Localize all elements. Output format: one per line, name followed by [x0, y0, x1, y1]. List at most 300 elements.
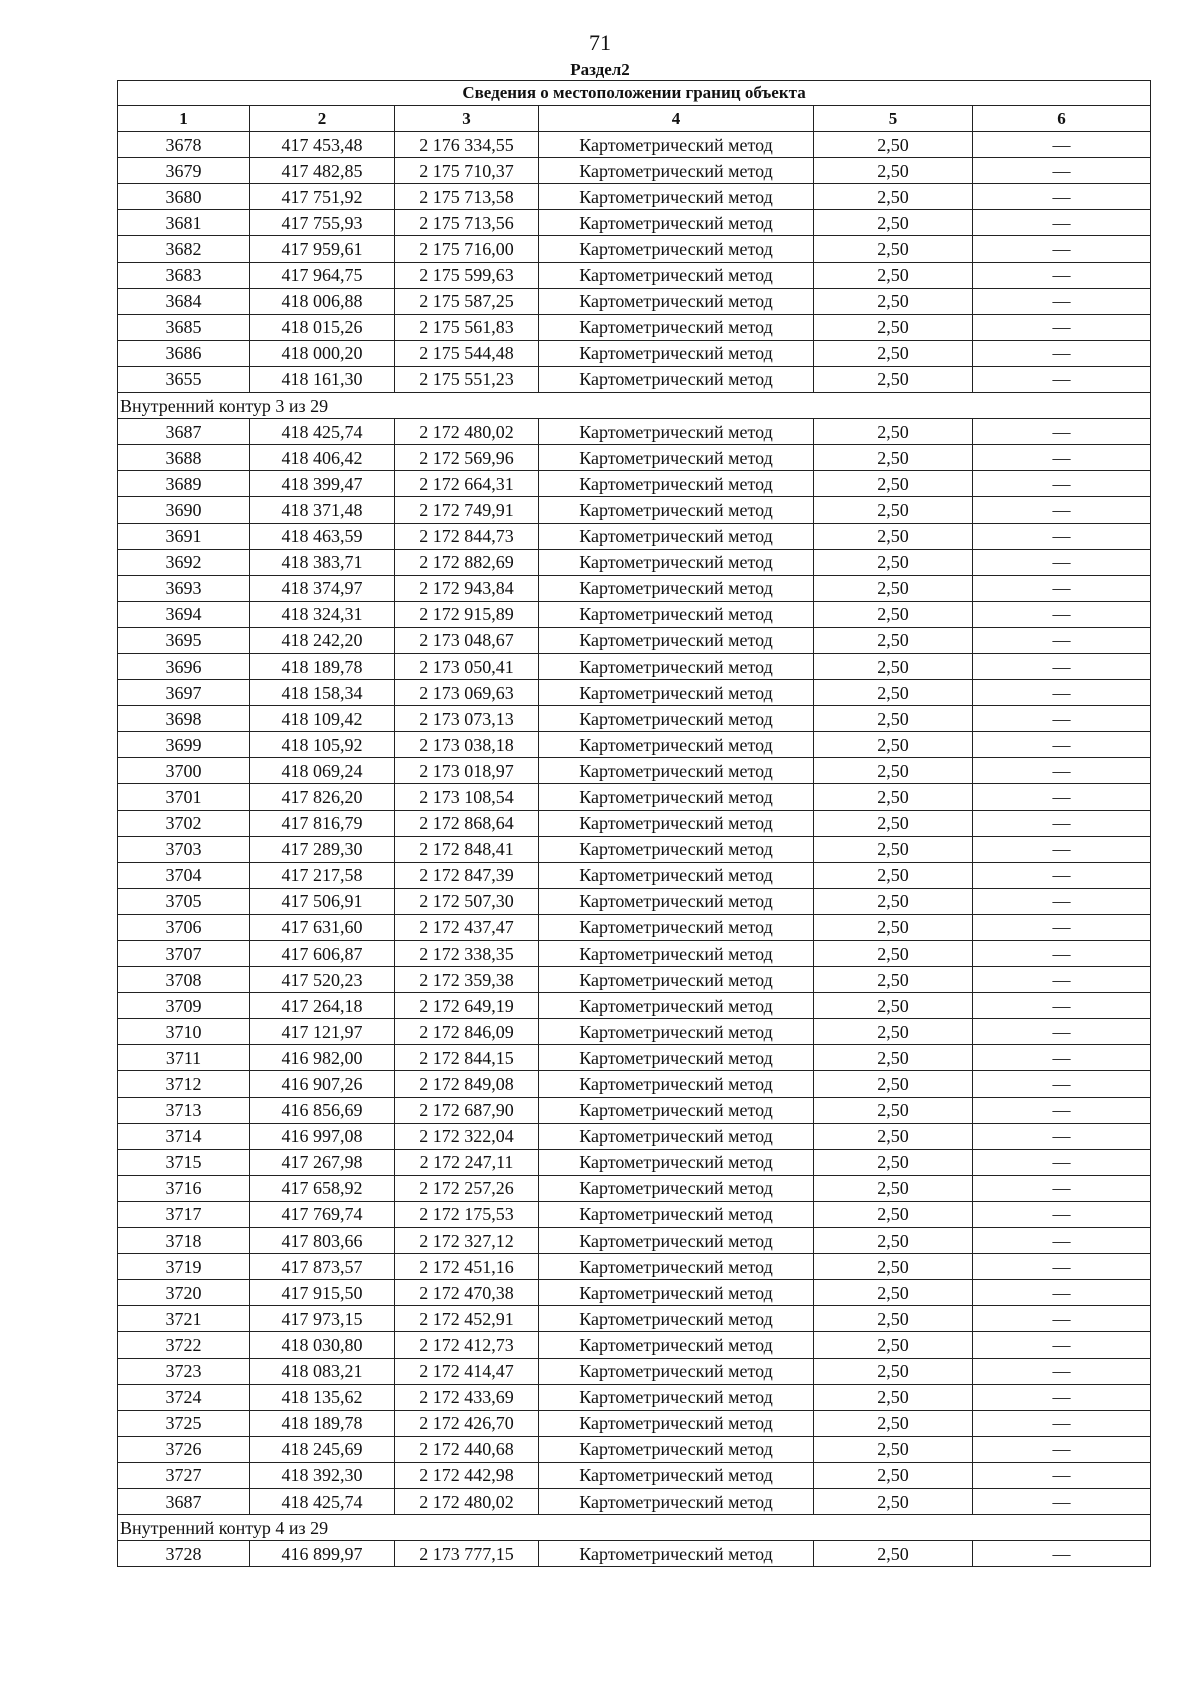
cell-description: —	[973, 1436, 1151, 1462]
cell-description: —	[973, 706, 1151, 732]
cell-accuracy: 2,50	[814, 366, 973, 392]
cell-coordinate-x: 417 826,20	[250, 784, 395, 810]
cell-description: —	[973, 732, 1151, 758]
table-row	[118, 680, 1151, 706]
table-row	[118, 132, 1151, 158]
cell-coordinate-x: 417 482,85	[250, 158, 395, 184]
cell-method: Картометрический метод	[539, 132, 814, 158]
table-row	[118, 653, 1151, 679]
cell-coordinate-y: 2 172 426,70	[395, 1410, 539, 1436]
cell-coordinate-y: 2 172 257,26	[395, 1175, 539, 1201]
cell-description: —	[973, 1541, 1151, 1567]
cell-point-number: 3697	[118, 680, 250, 706]
table-row	[118, 1175, 1151, 1201]
cell-coordinate-x: 416 856,69	[250, 1097, 395, 1123]
cell-description: —	[973, 862, 1151, 888]
cell-method: Картометрический метод	[539, 549, 814, 575]
cell-accuracy: 2,50	[814, 132, 973, 158]
cell-coordinate-y: 2 172 847,39	[395, 862, 539, 888]
cell-coordinate-y: 2 172 338,35	[395, 941, 539, 967]
cell-accuracy: 2,50	[814, 941, 973, 967]
cell-coordinate-x: 417 915,50	[250, 1280, 395, 1306]
cell-coordinate-x: 417 289,30	[250, 836, 395, 862]
cell-point-number: 3691	[118, 523, 250, 549]
cell-accuracy: 2,50	[814, 523, 973, 549]
cell-method: Картометрический метод	[539, 1071, 814, 1097]
table-row	[118, 523, 1151, 549]
cell-method: Картометрический метод	[539, 575, 814, 601]
cell-coordinate-y: 2 172 649,19	[395, 993, 539, 1019]
cell-coordinate-x: 418 374,97	[250, 575, 395, 601]
table-row	[118, 419, 1151, 445]
cell-coordinate-x: 418 399,47	[250, 471, 395, 497]
cell-coordinate-y: 2 172 412,73	[395, 1332, 539, 1358]
cell-method: Картометрический метод	[539, 262, 814, 288]
cell-point-number: 3725	[118, 1410, 250, 1436]
contour-label: Внутренний контур 3 из 29	[118, 393, 1151, 419]
cell-accuracy: 2,50	[814, 1306, 973, 1332]
cell-description: —	[973, 158, 1151, 184]
cell-coordinate-x: 418 161,30	[250, 366, 395, 392]
cell-point-number: 3685	[118, 314, 250, 340]
cell-accuracy: 2,50	[814, 210, 973, 236]
cell-description: —	[973, 1488, 1151, 1514]
cell-method: Картометрический метод	[539, 941, 814, 967]
cell-coordinate-y: 2 172 664,31	[395, 471, 539, 497]
cell-coordinate-x: 418 135,62	[250, 1384, 395, 1410]
cell-point-number: 3696	[118, 653, 250, 679]
cell-coordinate-x: 418 006,88	[250, 288, 395, 314]
cell-accuracy: 2,50	[814, 1228, 973, 1254]
cell-method: Картометрический метод	[539, 210, 814, 236]
cell-accuracy: 2,50	[814, 1045, 973, 1071]
cell-accuracy: 2,50	[814, 1201, 973, 1227]
cell-method: Картометрический метод	[539, 184, 814, 210]
cell-coordinate-y: 2 175 544,48	[395, 340, 539, 366]
cell-coordinate-y: 2 173 048,67	[395, 627, 539, 653]
cell-coordinate-y: 2 175 710,37	[395, 158, 539, 184]
table-row	[118, 914, 1151, 940]
cell-method: Картометрический метод	[539, 653, 814, 679]
cell-coordinate-y: 2 175 551,23	[395, 366, 539, 392]
cell-description: —	[973, 888, 1151, 914]
cell-description: —	[973, 1175, 1151, 1201]
cell-accuracy: 2,50	[814, 314, 973, 340]
cell-coordinate-y: 2 172 846,09	[395, 1019, 539, 1045]
table-row	[118, 1254, 1151, 1280]
cell-coordinate-x: 418 463,59	[250, 523, 395, 549]
table-row	[118, 1228, 1151, 1254]
cell-coordinate-y: 2 172 882,69	[395, 549, 539, 575]
contour-row	[118, 393, 1151, 419]
cell-accuracy: 2,50	[814, 1149, 973, 1175]
cell-description: —	[973, 210, 1151, 236]
cell-description: —	[973, 1410, 1151, 1436]
cell-accuracy: 2,50	[814, 340, 973, 366]
table-row	[118, 706, 1151, 732]
cell-point-number: 3701	[118, 784, 250, 810]
cell-description: —	[973, 523, 1151, 549]
cell-description: —	[973, 601, 1151, 627]
cell-method: Картометрический метод	[539, 1149, 814, 1175]
cell-coordinate-x: 416 907,26	[250, 1071, 395, 1097]
cell-method: Картометрический метод	[539, 836, 814, 862]
cell-method: Картометрический метод	[539, 627, 814, 653]
cell-coordinate-x: 417 631,60	[250, 914, 395, 940]
cell-coordinate-x: 418 015,26	[250, 314, 395, 340]
cell-coordinate-y: 2 172 844,15	[395, 1045, 539, 1071]
cell-point-number: 3693	[118, 575, 250, 601]
cell-point-number: 3714	[118, 1123, 250, 1149]
table-row	[118, 210, 1151, 236]
table-row	[118, 262, 1151, 288]
cell-method: Картометрический метод	[539, 680, 814, 706]
cell-accuracy: 2,50	[814, 1280, 973, 1306]
table-row	[118, 993, 1151, 1019]
cell-coordinate-x: 417 959,61	[250, 236, 395, 262]
cell-point-number: 3695	[118, 627, 250, 653]
cell-description: —	[973, 236, 1151, 262]
cell-description: —	[973, 1306, 1151, 1332]
cell-method: Картометрический метод	[539, 1462, 814, 1488]
column-header-4: 4	[539, 106, 814, 132]
cell-accuracy: 2,50	[814, 445, 973, 471]
cell-accuracy: 2,50	[814, 236, 973, 262]
table-row	[118, 784, 1151, 810]
table-row	[118, 549, 1151, 575]
cell-coordinate-x: 418 371,48	[250, 497, 395, 523]
cell-coordinate-x: 418 425,74	[250, 419, 395, 445]
cell-coordinate-x: 418 158,34	[250, 680, 395, 706]
cell-point-number: 3683	[118, 262, 250, 288]
cell-accuracy: 2,50	[814, 1254, 973, 1280]
cell-accuracy: 2,50	[814, 627, 973, 653]
cell-coordinate-x: 418 000,20	[250, 340, 395, 366]
cell-coordinate-y: 2 172 442,98	[395, 1462, 539, 1488]
table-caption-row	[118, 81, 1151, 106]
cell-description: —	[973, 288, 1151, 314]
cell-method: Картометрический метод	[539, 1019, 814, 1045]
cell-accuracy: 2,50	[814, 1019, 973, 1045]
cell-coordinate-x: 417 217,58	[250, 862, 395, 888]
cell-description: —	[973, 810, 1151, 836]
table-row	[118, 1071, 1151, 1097]
cell-coordinate-x: 417 803,66	[250, 1228, 395, 1254]
cell-accuracy: 2,50	[814, 419, 973, 445]
cell-accuracy: 2,50	[814, 1488, 973, 1514]
cell-method: Картометрический метод	[539, 1254, 814, 1280]
cell-accuracy: 2,50	[814, 1384, 973, 1410]
cell-description: —	[973, 471, 1151, 497]
cell-coordinate-y: 2 172 848,41	[395, 836, 539, 862]
cell-description: —	[973, 1280, 1151, 1306]
cell-coordinate-y: 2 172 433,69	[395, 1384, 539, 1410]
contour-row	[118, 1515, 1151, 1541]
cell-method: Картометрический метод	[539, 706, 814, 732]
cell-accuracy: 2,50	[814, 471, 973, 497]
cell-accuracy: 2,50	[814, 1175, 973, 1201]
cell-coordinate-y: 2 172 868,64	[395, 810, 539, 836]
cell-method: Картометрический метод	[539, 967, 814, 993]
cell-accuracy: 2,50	[814, 184, 973, 210]
cell-method: Картометрический метод	[539, 810, 814, 836]
cell-coordinate-x: 417 606,87	[250, 941, 395, 967]
cell-point-number: 3687	[118, 1488, 250, 1514]
cell-point-number: 3716	[118, 1175, 250, 1201]
cell-description: —	[973, 1228, 1151, 1254]
cell-description: —	[973, 132, 1151, 158]
table-row	[118, 445, 1151, 471]
cell-description: —	[973, 836, 1151, 862]
cell-point-number: 3682	[118, 236, 250, 262]
table-row	[118, 1123, 1151, 1149]
cell-coordinate-y: 2 172 749,91	[395, 497, 539, 523]
cell-accuracy: 2,50	[814, 262, 973, 288]
cell-point-number: 3705	[118, 888, 250, 914]
cell-accuracy: 2,50	[814, 1541, 973, 1567]
cell-coordinate-y: 2 173 777,15	[395, 1541, 539, 1567]
cell-coordinate-y: 2 172 507,30	[395, 888, 539, 914]
table-row	[118, 1488, 1151, 1514]
table-row	[118, 1097, 1151, 1123]
cell-accuracy: 2,50	[814, 497, 973, 523]
cell-coordinate-y: 2 172 452,91	[395, 1306, 539, 1332]
table-row	[118, 1149, 1151, 1175]
cell-coordinate-y: 2 172 247,11	[395, 1149, 539, 1175]
table-row	[118, 810, 1151, 836]
cell-description: —	[973, 575, 1151, 601]
cell-description: —	[973, 941, 1151, 967]
table-row	[118, 758, 1151, 784]
cell-accuracy: 2,50	[814, 1071, 973, 1097]
cell-description: —	[973, 1149, 1151, 1175]
cell-coordinate-x: 418 083,21	[250, 1358, 395, 1384]
cell-point-number: 3717	[118, 1201, 250, 1227]
cell-coordinate-x: 417 264,18	[250, 993, 395, 1019]
cell-coordinate-x: 418 069,24	[250, 758, 395, 784]
cell-coordinate-x: 418 189,78	[250, 653, 395, 679]
cell-method: Картометрический метод	[539, 1280, 814, 1306]
table-row	[118, 236, 1151, 262]
cell-description: —	[973, 758, 1151, 784]
cell-description: —	[973, 1019, 1151, 1045]
cell-description: —	[973, 366, 1151, 392]
cell-coordinate-x: 418 242,20	[250, 627, 395, 653]
cell-method: Картометрический метод	[539, 419, 814, 445]
table-row	[118, 1410, 1151, 1436]
cell-accuracy: 2,50	[814, 1436, 973, 1462]
cell-description: —	[973, 1097, 1151, 1123]
cell-coordinate-x: 418 324,31	[250, 601, 395, 627]
cell-point-number: 3707	[118, 941, 250, 967]
cell-method: Картометрический метод	[539, 1201, 814, 1227]
cell-coordinate-y: 2 172 451,16	[395, 1254, 539, 1280]
cell-coordinate-y: 2 173 069,63	[395, 680, 539, 706]
cell-description: —	[973, 184, 1151, 210]
column-header-3: 3	[395, 106, 539, 132]
cell-point-number: 3694	[118, 601, 250, 627]
cell-coordinate-x: 417 506,91	[250, 888, 395, 914]
cell-point-number: 3709	[118, 993, 250, 1019]
cell-point-number: 3720	[118, 1280, 250, 1306]
cell-coordinate-y: 2 172 943,84	[395, 575, 539, 601]
cell-description: —	[973, 262, 1151, 288]
cell-coordinate-y: 2 172 849,08	[395, 1071, 539, 1097]
cell-accuracy: 2,50	[814, 680, 973, 706]
cell-accuracy: 2,50	[814, 967, 973, 993]
cell-coordinate-y: 2 172 844,73	[395, 523, 539, 549]
cell-point-number: 3688	[118, 445, 250, 471]
cell-coordinate-x: 417 755,93	[250, 210, 395, 236]
cell-point-number: 3680	[118, 184, 250, 210]
table-row	[118, 627, 1151, 653]
cell-accuracy: 2,50	[814, 288, 973, 314]
table-row	[118, 1384, 1151, 1410]
cell-coordinate-x: 417 816,79	[250, 810, 395, 836]
cell-description: —	[973, 1358, 1151, 1384]
table-row	[118, 1462, 1151, 1488]
cell-description: —	[973, 914, 1151, 940]
cell-coordinate-y: 2 175 587,25	[395, 288, 539, 314]
cell-coordinate-x: 417 873,57	[250, 1254, 395, 1280]
cell-coordinate-y: 2 175 713,58	[395, 184, 539, 210]
section-title: Раздел2	[570, 60, 630, 79]
cell-description: —	[973, 653, 1151, 679]
cell-coordinate-y: 2 173 038,18	[395, 732, 539, 758]
cell-point-number: 3702	[118, 810, 250, 836]
cell-point-number: 3722	[118, 1332, 250, 1358]
cell-accuracy: 2,50	[814, 862, 973, 888]
cell-coordinate-x: 416 899,97	[250, 1541, 395, 1567]
cell-accuracy: 2,50	[814, 653, 973, 679]
cell-description: —	[973, 549, 1151, 575]
cell-point-number: 3723	[118, 1358, 250, 1384]
table-row	[118, 1201, 1151, 1227]
cell-description: —	[973, 497, 1151, 523]
cell-method: Картометрический метод	[539, 601, 814, 627]
cell-method: Картометрический метод	[539, 523, 814, 549]
cell-accuracy: 2,50	[814, 158, 973, 184]
cell-coordinate-x: 418 406,42	[250, 445, 395, 471]
cell-method: Картометрический метод	[539, 158, 814, 184]
cell-method: Картометрический метод	[539, 1045, 814, 1071]
cell-method: Картометрический метод	[539, 1384, 814, 1410]
cell-point-number: 3703	[118, 836, 250, 862]
cell-coordinate-y: 2 172 359,38	[395, 967, 539, 993]
table-row	[118, 366, 1151, 392]
table-row	[118, 1280, 1151, 1306]
table-row	[118, 967, 1151, 993]
cell-point-number: 3721	[118, 1306, 250, 1332]
cell-point-number: 3689	[118, 471, 250, 497]
cell-description: —	[973, 1254, 1151, 1280]
cell-description: —	[973, 1045, 1151, 1071]
table-row	[118, 732, 1151, 758]
cell-coordinate-x: 418 189,78	[250, 1410, 395, 1436]
table-row	[118, 184, 1151, 210]
column-header-1: 1	[118, 106, 250, 132]
table-row	[118, 497, 1151, 523]
table-body	[118, 132, 1151, 1567]
cell-description: —	[973, 993, 1151, 1019]
cell-description: —	[973, 1332, 1151, 1358]
cell-description: —	[973, 1123, 1151, 1149]
cell-accuracy: 2,50	[814, 993, 973, 1019]
cell-description: —	[973, 1201, 1151, 1227]
table-row	[118, 1045, 1151, 1071]
cell-method: Картометрический метод	[539, 1123, 814, 1149]
cell-point-number: 3728	[118, 1541, 250, 1567]
cell-method: Картометрический метод	[539, 862, 814, 888]
column-header-6: 6	[973, 106, 1151, 132]
cell-coordinate-x: 417 964,75	[250, 262, 395, 288]
cell-point-number: 3708	[118, 967, 250, 993]
cell-accuracy: 2,50	[814, 1097, 973, 1123]
cell-accuracy: 2,50	[814, 836, 973, 862]
table-row	[118, 340, 1151, 366]
cell-coordinate-y: 2 173 018,97	[395, 758, 539, 784]
table-row	[118, 1358, 1151, 1384]
cell-method: Картометрический метод	[539, 445, 814, 471]
cell-coordinate-x: 418 030,80	[250, 1332, 395, 1358]
cell-point-number: 3684	[118, 288, 250, 314]
cell-coordinate-x: 417 453,48	[250, 132, 395, 158]
cell-point-number: 3679	[118, 158, 250, 184]
cell-method: Картометрический метод	[539, 1097, 814, 1123]
cell-method: Картометрический метод	[539, 1410, 814, 1436]
cell-coordinate-y: 2 173 108,54	[395, 784, 539, 810]
contour-label: Внутренний контур 4 из 29	[118, 1515, 1151, 1541]
cell-description: —	[973, 1071, 1151, 1097]
boundary-coordinates-table	[117, 80, 1151, 1567]
cell-description: —	[973, 1462, 1151, 1488]
cell-accuracy: 2,50	[814, 549, 973, 575]
cell-method: Картометрический метод	[539, 314, 814, 340]
cell-method: Картометрический метод	[539, 1541, 814, 1567]
cell-coordinate-x: 418 245,69	[250, 1436, 395, 1462]
cell-point-number: 3678	[118, 132, 250, 158]
cell-point-number: 3681	[118, 210, 250, 236]
cell-description: —	[973, 1384, 1151, 1410]
cell-point-number: 3710	[118, 1019, 250, 1045]
cell-method: Картометрический метод	[539, 732, 814, 758]
table-row	[118, 1541, 1151, 1567]
cell-coordinate-x: 417 973,15	[250, 1306, 395, 1332]
cell-accuracy: 2,50	[814, 1123, 973, 1149]
cell-accuracy: 2,50	[814, 575, 973, 601]
table-row	[118, 888, 1151, 914]
cell-method: Картометрический метод	[539, 1358, 814, 1384]
cell-coordinate-y: 2 172 175,53	[395, 1201, 539, 1227]
cell-point-number: 3726	[118, 1436, 250, 1462]
cell-point-number: 3686	[118, 340, 250, 366]
cell-method: Картометрический метод	[539, 1306, 814, 1332]
cell-point-number: 3692	[118, 549, 250, 575]
cell-coordinate-x: 418 425,74	[250, 1488, 395, 1514]
cell-point-number: 3698	[118, 706, 250, 732]
table-row	[118, 836, 1151, 862]
cell-coordinate-x: 418 383,71	[250, 549, 395, 575]
cell-coordinate-x: 416 982,00	[250, 1045, 395, 1071]
cell-coordinate-y: 2 172 687,90	[395, 1097, 539, 1123]
cell-coordinate-x: 418 105,92	[250, 732, 395, 758]
cell-method: Картометрический метод	[539, 340, 814, 366]
table-row	[118, 862, 1151, 888]
cell-coordinate-x: 417 769,74	[250, 1201, 395, 1227]
cell-method: Картометрический метод	[539, 1488, 814, 1514]
cell-coordinate-y: 2 173 073,13	[395, 706, 539, 732]
cell-method: Картометрический метод	[539, 1332, 814, 1358]
